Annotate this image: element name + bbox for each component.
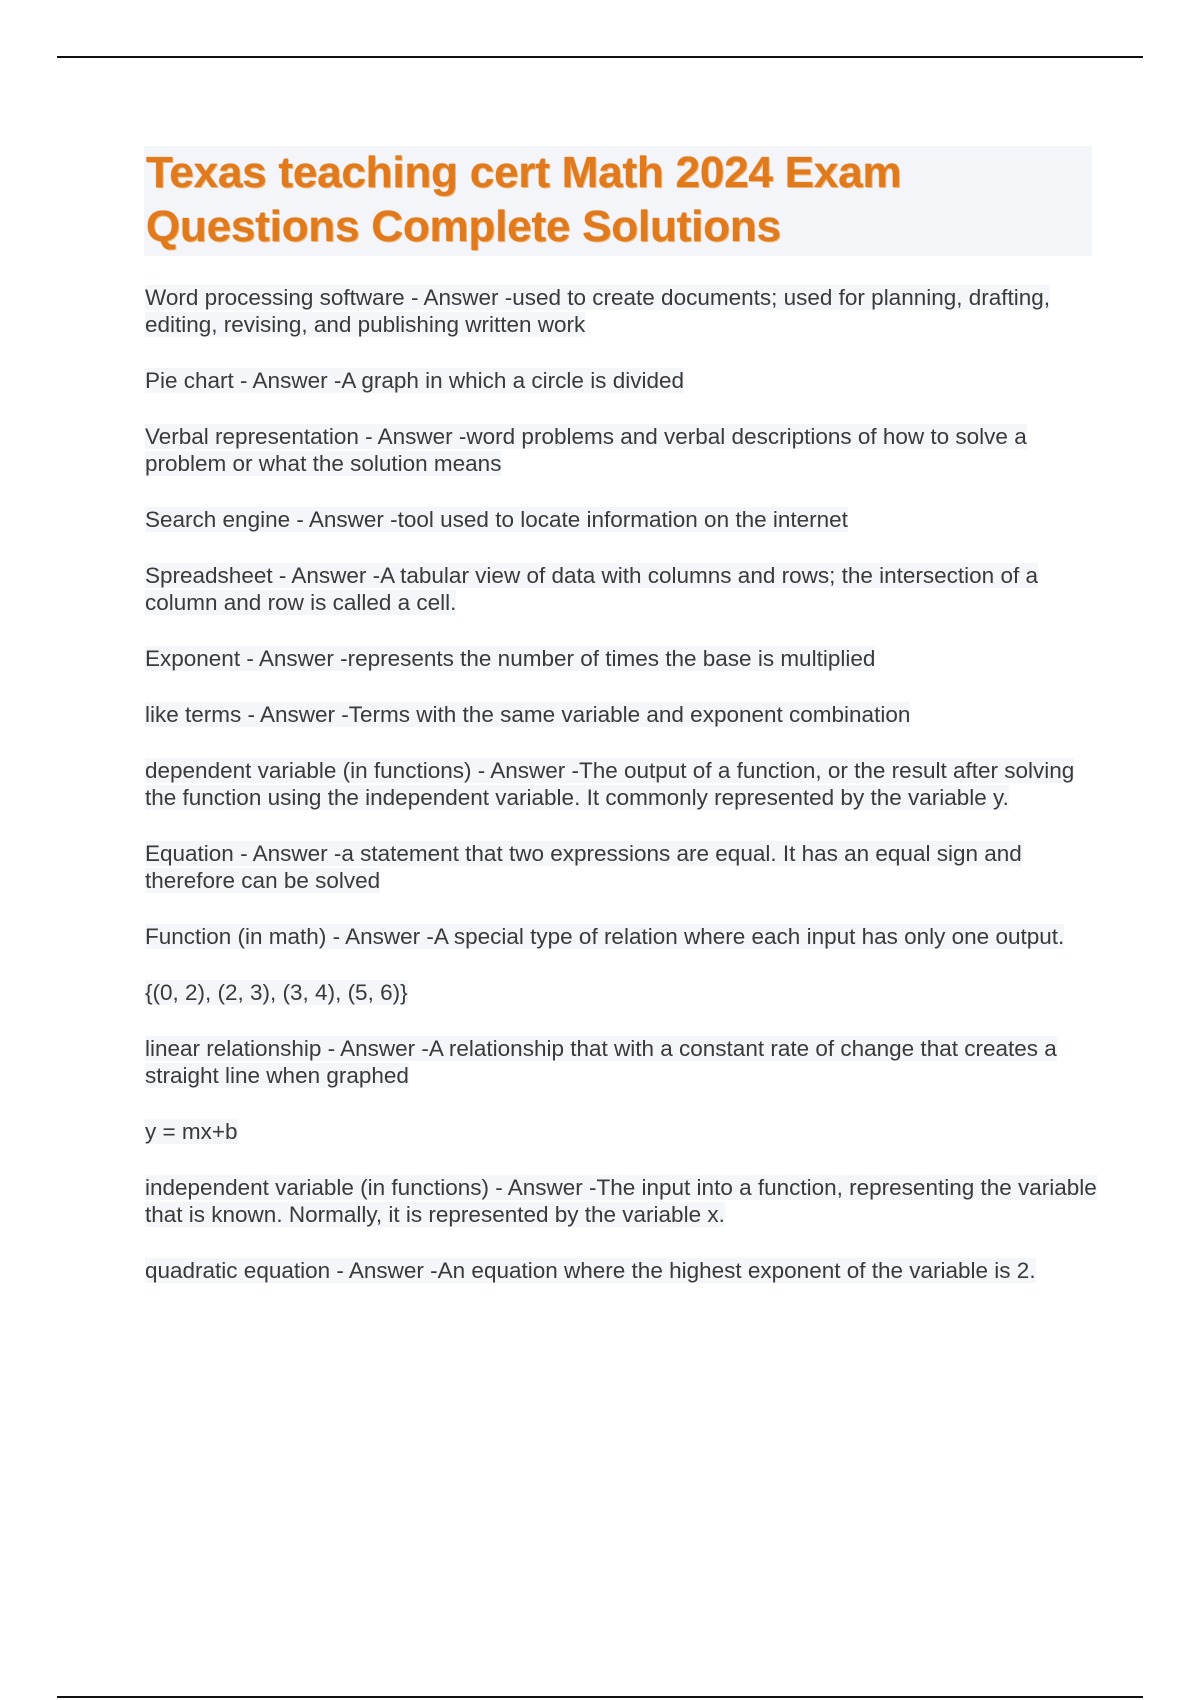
- qa-entry: [145, 1174, 1105, 1228]
- qa-entry-text: Spreadsheet - Answer -A tabular view of data with columns and rows; the intersection of a column and row is called a cell.: [145, 563, 1038, 615]
- document-title: [144, 146, 1092, 254]
- qa-entry: [145, 423, 1105, 477]
- qa-entry-text: Exponent - Answer -represents the number of times the base is multiplied: [145, 646, 876, 671]
- formula-text: y = mx+b: [145, 1119, 238, 1144]
- bottom-rule: [57, 1696, 1143, 1698]
- title-line-1: Texas teaching cert Math 2024 Exam: [146, 148, 902, 197]
- qa-entry: [145, 562, 1105, 616]
- qa-entry: [145, 1035, 1105, 1089]
- qa-entry-text: Equation - Answer -a statement that two expressions are equal. It has an equal sign and therefore can be solved: [145, 841, 1022, 893]
- example-set-text: {(0, 2), (2, 3), (3, 4), (5, 6)}: [145, 980, 408, 1005]
- qa-entry-text: quadratic equation - Answer -An equation where the highest exponent of the variable is 2.: [145, 1258, 1036, 1283]
- qa-entry: [145, 284, 1105, 338]
- top-rule: [57, 56, 1143, 58]
- title-block: [144, 146, 1092, 256]
- example-set: [145, 979, 1105, 1006]
- qa-entry: [145, 506, 1105, 533]
- qa-entry-text: dependent variable (in functions) - Answer -The output of a function, or the result after solving the function using the independent variable. It commonly represented by the variable y.: [145, 758, 1075, 810]
- qa-entry-text: Function (in math) - Answer -A special type of relation where each input has only one output.: [145, 924, 1065, 949]
- qa-entry: [145, 757, 1105, 811]
- qa-entry-text: like terms - Answer -Terms with the same variable and exponent combination: [145, 702, 911, 727]
- qa-entry: [145, 367, 1105, 394]
- title-line-2: Questions Complete Solutions: [146, 202, 781, 251]
- qa-entry: [145, 923, 1105, 950]
- qa-entry-text: Pie chart - Answer -A graph in which a circle is divided: [145, 368, 684, 393]
- qa-entry-text: linear relationship - Answer -A relationship that with a constant rate of change that creates a straight line when graphed: [145, 1036, 1057, 1088]
- qa-entry: [145, 840, 1105, 894]
- formula-line: [145, 1118, 1105, 1145]
- qa-entry-text: independent variable (in functions) - Answer -The input into a function, representing the variable that is known. Normally, it is represented by the variable x.: [145, 1175, 1097, 1227]
- qa-entry: [145, 645, 1105, 672]
- qa-entry: [145, 1257, 1105, 1284]
- qa-entry-text: Word processing software - Answer -used to create documents; used for planning, drafting, editing, revising, and publishing written work: [145, 285, 1051, 337]
- qa-entry-text: Search engine - Answer -tool used to locate information on the internet: [145, 507, 848, 532]
- qa-entry-text: Verbal representation - Answer -word problems and verbal descriptions of how to solve a problem or what the solution means: [145, 424, 1027, 476]
- qa-list: [145, 284, 1105, 1313]
- qa-entry: [145, 701, 1105, 728]
